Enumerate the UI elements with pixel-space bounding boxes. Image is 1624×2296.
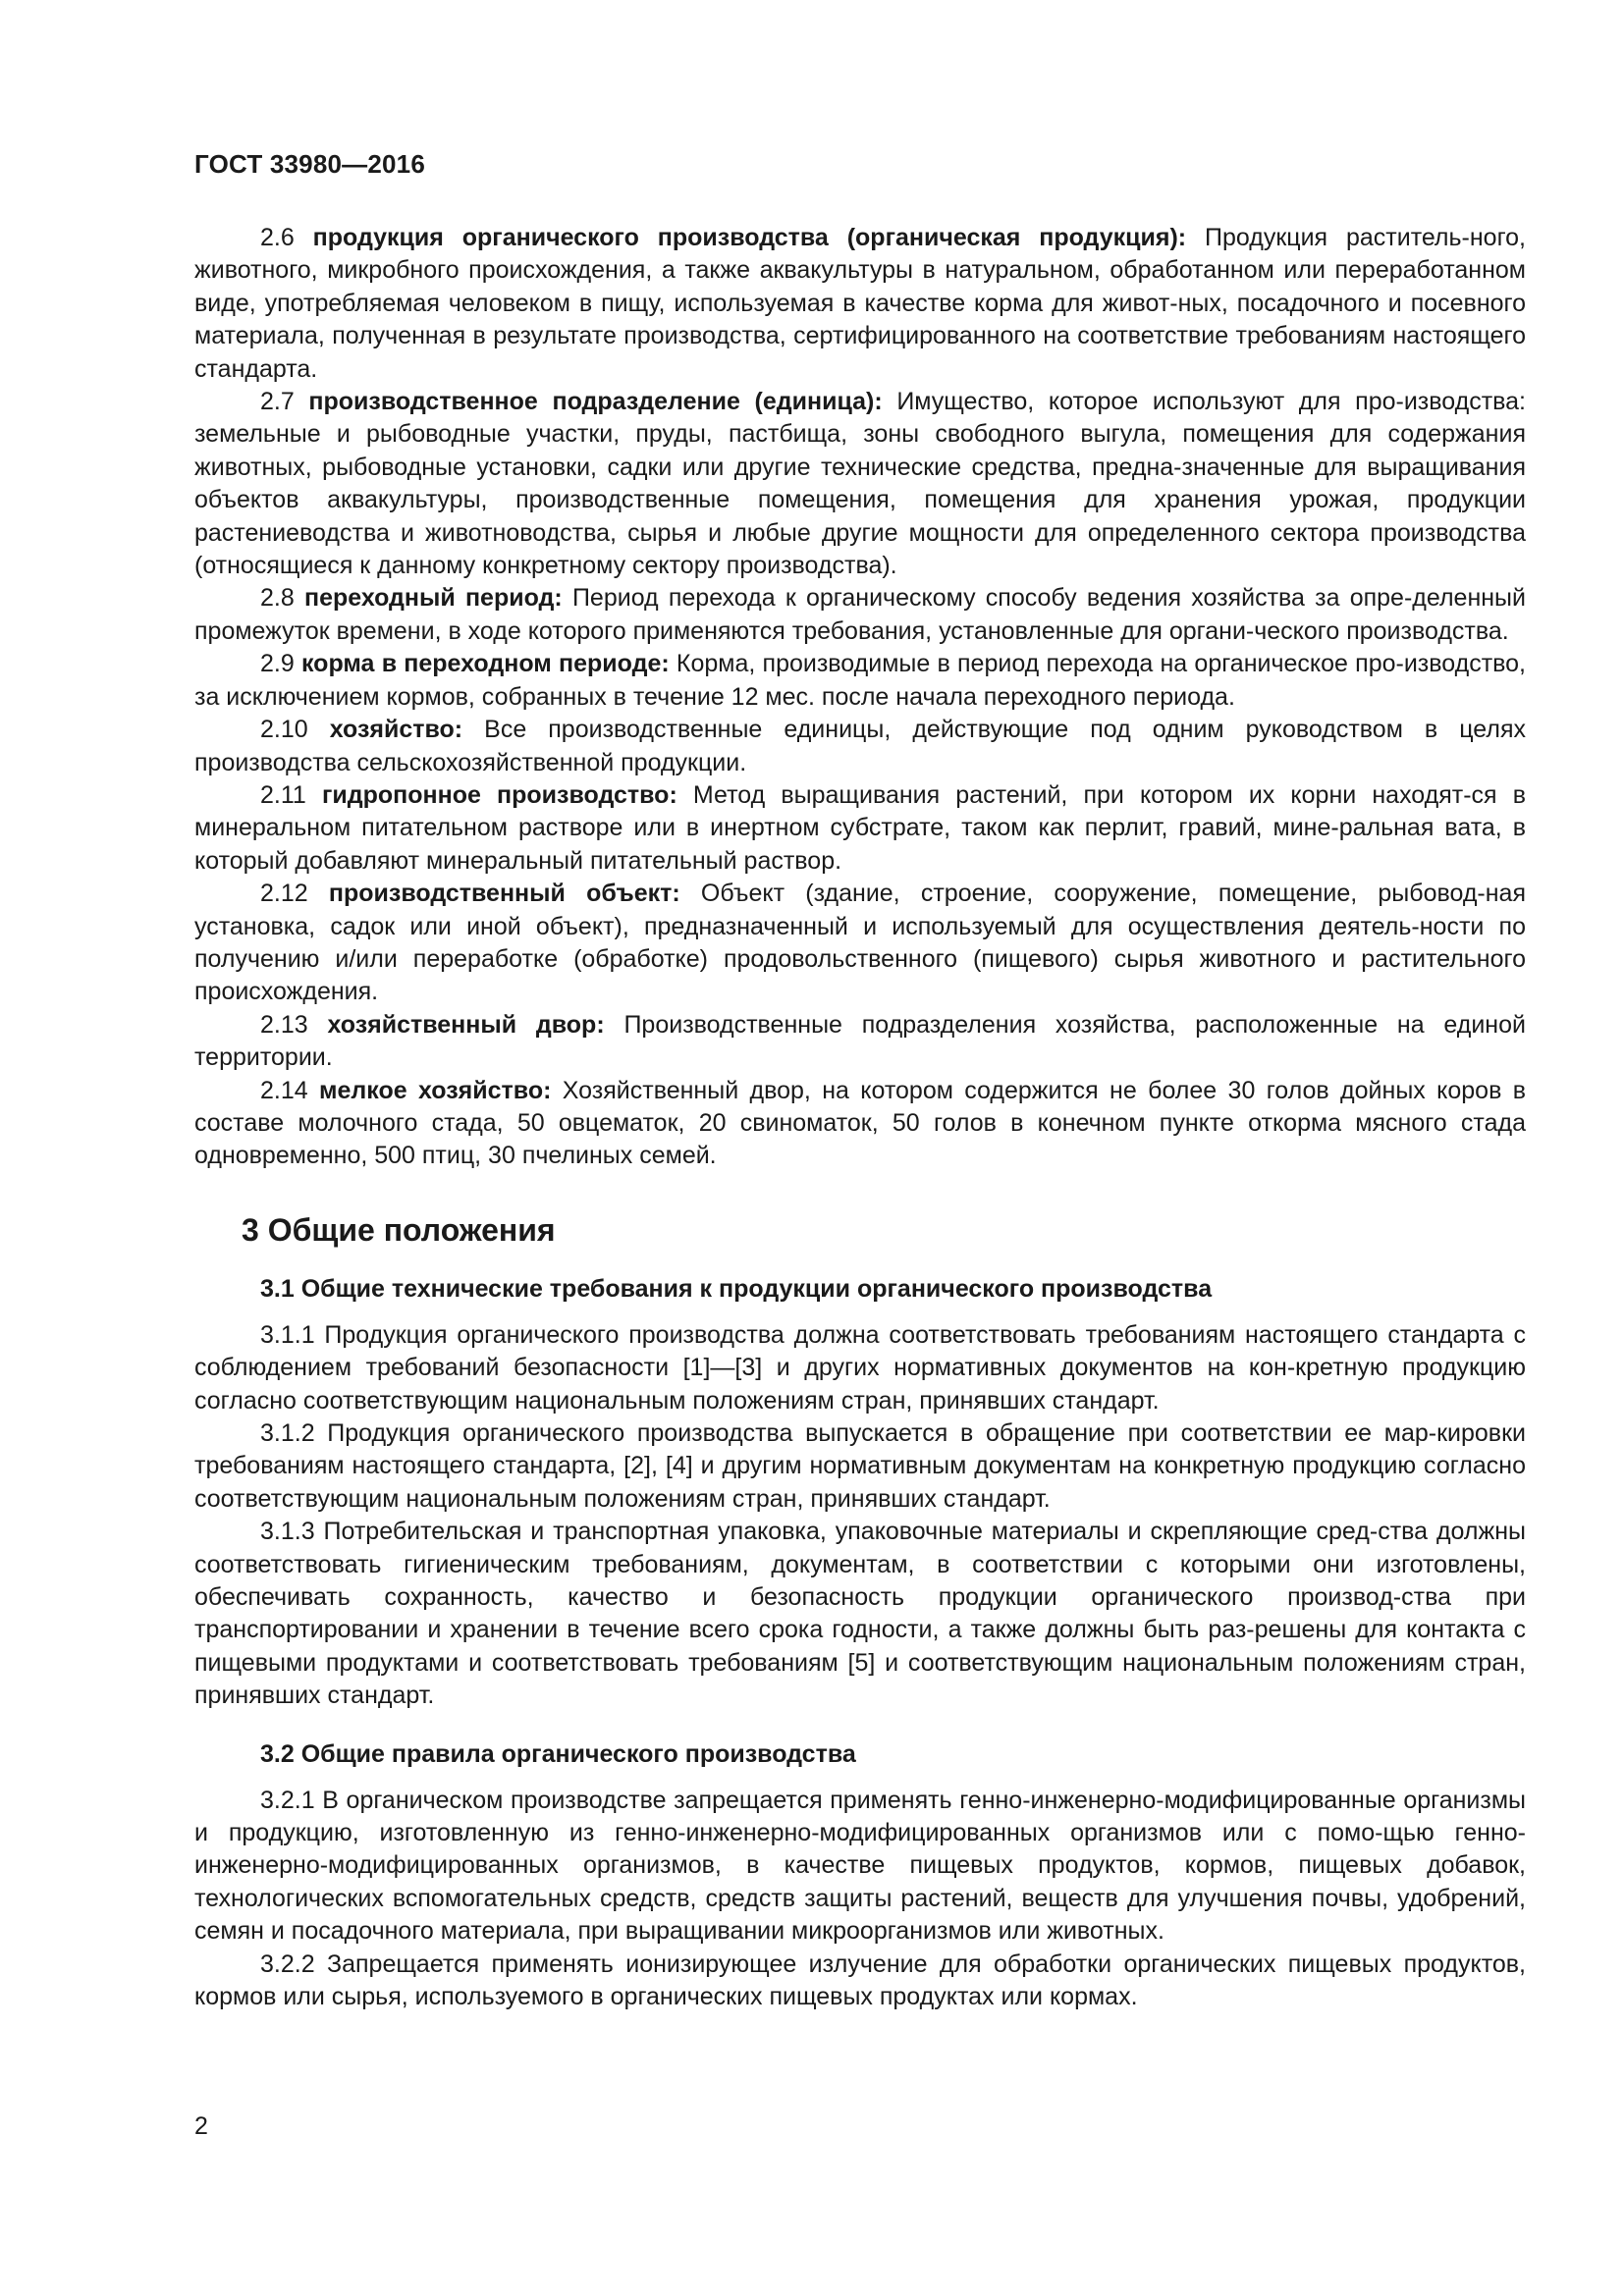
definition-2-14: 2.14 мелкое хозяйство: Хозяйственный двор, на котором содержится не более 30 голов дойных коров в составе молочного стада, 50 овцематок, 20 свиноматок, 50 голов в конечном пункте откорма мясного стада одновременно, 500 птиц, 30 пчелиных семей.	[194, 1076, 1526, 1170]
definition-2-13: 2.13 хозяйственный двор: Производственные подразделения хозяйства, расположенные на единой территории.	[194, 1010, 1526, 1072]
page-content	[194, 222, 1526, 2014]
definition-text: Все производственные единицы, действующие под одним руководством в целях производства сельскохозяйственной продукции.	[194, 716, 1526, 776]
section-3-heading: 3 Общие положения	[242, 1211, 556, 1248]
clause-3-2-1: 3.2.1 В органическом производстве запрещается применять генно-инженерно-модифицированные организмы и продукцию, изготовленную из генно-инженерно-модифицированных организмов или с помо-щью генно-инженерно-модифицированных организмов, в качестве пищевых продуктов, кормов, пищевых добавок, технологических вспомогательных средств, средств защиты растений, веществ для улучшения почвы, удобрений, семян и посадочного материала, при выращивании микроорганизмов или животных.	[194, 1786, 1526, 1946]
definition-2-12: 2.12 производственный объект: Объект (здание, строение, сооружение, помещение, рыбовод-ная установка, садок или иной объект), предназначенный и используемый для осуществления деятель-ности по получению и/или переработке (обработке) продовольственного (пищевого) сырья животного и растительного происхождения.	[194, 880, 1527, 1006]
definition-term: корма в переходном периоде:	[301, 650, 670, 678]
definition-text: Производственные подразделения хозяйства, расположенные на единой территории.	[194, 1010, 1526, 1072]
clause-3-1-2: 3.1.2 Продукция органического производства выпускается в обращение при соответствии ее мар-кировки требованиям настоящего стандарта, [2], [4] и другим нормативным документам на конкретную продукцию согласно соответствующим национальным положениям стран, принявших стандарт.	[194, 1419, 1526, 1513]
definition-text: Хозяйственный двор, на котором содержится не более 30 голов дойных коров в составе молочного стада, 50 овцематок, 20 свиноматок, 50 голов в конечном пункте откорма мясного стада одновременно, 500 птиц, 30 пчелиных семей.	[194, 1076, 1526, 1170]
document-code: ГОСТ 33980—2016	[194, 149, 425, 179]
definition-text: Объект (здание, строение, сооружение, помещение, рыбовод-ная установка, садок или иной объект), предназначенный и используемый для осуществления деятель-ности по получению и/или переработке (обработке) продовольственного (пищевого) сырья животного и растительного происхождения.	[194, 880, 1527, 1006]
definition-term: мелкое хозяйство:	[319, 1076, 552, 1104]
definition-2-9: 2.9 корма в переходном периоде: Корма, производимые в период перехода на органическое про-изводство, за исключением кормов, собранных в течение 12 мес. после начала переходного периода.	[194, 650, 1526, 711]
page-number: 2	[194, 2112, 208, 2140]
definitions-list	[194, 222, 1526, 1173]
definition-term: продукция органического производства (органическая продукция):	[312, 224, 1187, 251]
definition-text: Корма, производимые в период перехода на органическое про-изводство, за исключением кормов, собранных в течение 12 мес. после начала переходного периода.	[194, 650, 1526, 711]
definition-2-6: 2.6 продукция органического производства (органическая продукция): Продукция раститель-ного, животного, микробного происхождения, а также аквакультуры в натуральном, обработанном или переработанном виде, употребляемая человеком в пищу, используемая в качестве корма для живот-ных, посадочного и посевного материала, полученная в результате производства, сертифицированного на соответствие требованиям настоящего стандарта.	[194, 224, 1526, 383]
subsection-3-1-heading: 3.1 Общие технические требования к продукции органического производства	[260, 1274, 1213, 1303]
clause-3-1-3: 3.1.3 Потребительская и транспортная упаковка, упаковочные материалы и скрепляющие сред-ства должны соответствовать гигиеническим требованиям, документам, в соответствии с которыми они изготовлены, обеспечивать сохранность, качество и безопасность продукции органического производ-ства при транспортировании и хранении в течение всего срока годности, а также должны быть раз-решены для контакта с пищевыми продуктами и соответствовать требованиям [5] и соответствующим национальным положениям стран, принявших стандарт.	[194, 1518, 1526, 1710]
definition-2-8: 2.8 переходный период: Период перехода к органическому способу ведения хозяйства за опре-деленный промежуток времени, в ходе которого применяются требования, установленные для органи-ческого производства.	[194, 584, 1526, 645]
definition-2-11: 2.11 гидропонное производство: Метод выращивания растений, при котором их корни находят-ся в минеральном питательном растворе или в инертном субстрате, таком как перлит, гравий, мине-ральная вата, в который добавляют минеральный питательный раствор.	[194, 780, 1527, 875]
definition-term: хозяйственный двор:	[327, 1010, 605, 1039]
definition-2-10: 2.10 хозяйство: Все производственные единицы, действующие под одним руководством в целях производства сельскохозяйственной продукции.	[194, 716, 1526, 776]
definition-term: хозяйство:	[329, 716, 463, 744]
definition-text: Метод выращивания растений, при котором их корни находят-ся в минеральном питательном растворе или в инертном субстрате, таком как перлит, гравий, мине-ральная вата, в который добавляют минеральный питательный раствор.	[194, 780, 1527, 875]
definition-term: производственный объект:	[328, 880, 680, 908]
subsection-3-2-heading: 3.2 Общие правила органического производства	[260, 1739, 856, 1768]
definition-text: Имущество, которое используют для про-изводства: земельные и рыбоводные участки, пруды, пастбища, зоны свободного выгула, помещения для содержания животных, рыбоводные установки, садки или другие технические средства, предна-значенные для выращивания объектов аквакультуры, производственные помещения, помещения для хранения урожая, продукции растениеводства и животноводства, сырья и любые другие мощности для определенного сектора производства (относящиеся к данному конкретному сектору производства).	[194, 388, 1526, 580]
definition-term: гидропонное производство:	[321, 780, 677, 809]
definition-text: Период перехода к органическому способу ведения хозяйства за опре-деленный промежуток времени, в ходе которого применяются требования, установленные для органи-ческого производства.	[194, 584, 1526, 645]
clause-3-2-2: 3.2.2 Запрещается применять ионизирующее излучение для обработки органических пищевых продуктов, кормов или сырья, используемого в органических пищевых продуктах или кормах.	[194, 1949, 1526, 2011]
definition-term: производственное подразделение (единица):	[308, 388, 883, 416]
definition-2-7: 2.7 производственное подразделение (единица): Имущество, которое используют для про-изводства: земельные и рыбоводные участки, пруды, пастбища, зоны свободного выгула, помещения для содержания животных, рыбоводные установки, садки или другие технические средства, предна-значенные для выращивания объектов аквакультуры, производственные помещения, помещения для хранения урожая, продукции растениеводства и животноводства, сырья и любые другие мощности для определенного сектора производства (относящиеся к данному конкретному сектору производства).	[194, 388, 1526, 580]
clause-3-1-1: 3.1.1 Продукция органического производства должна соответствовать требованиям настоящего стандарта с соблюдением требований безопасности [1]—[3] и других нормативных документов на кон-кретную продукцию согласно соответствующим национальным положениям стран, принявших стандарт.	[194, 1320, 1526, 1415]
definition-text: Продукция раститель-ного, животного, микробного происхождения, а также аквакультуры в натуральном, обработанном или переработанном виде, употребляемая человеком в пищу, используемая в качестве корма для живот-ных, посадочного и посевного материала, полученная в результате производства, сертифицированного на соответствие требованиям настоящего стандарта.	[194, 224, 1526, 383]
definition-term: переходный период:	[303, 584, 563, 613]
